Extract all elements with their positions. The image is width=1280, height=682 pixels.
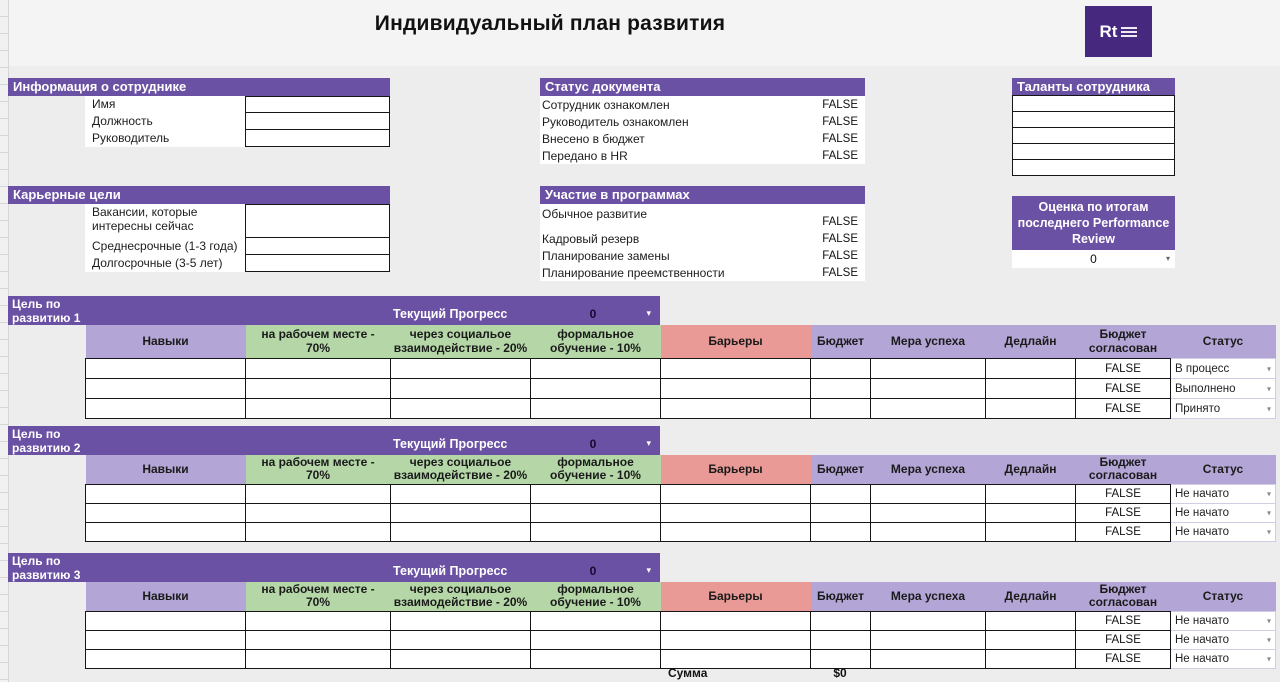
budget-approved-checkbox[interactable]: FALSE — [1076, 484, 1171, 503]
table-cell[interactable] — [391, 399, 531, 419]
goal1-header-row — [86, 325, 1276, 359]
table-cell[interactable] — [986, 503, 1076, 522]
col-header-deadline: Дедлайн — [986, 325, 1076, 359]
budget-approved-checkbox[interactable]: FALSE — [1076, 630, 1171, 649]
goal1-progress-label: Текущий Прогресс — [393, 307, 508, 321]
table-cell[interactable] — [871, 484, 986, 503]
table-cell[interactable] — [811, 522, 871, 541]
field-label: Долгосрочные (3-5 лет) — [85, 255, 245, 272]
table-cell[interactable] — [86, 399, 246, 419]
vacancies-input-cell[interactable] — [245, 204, 390, 238]
table-cell[interactable] — [246, 399, 391, 419]
status-value: Не начато — [1175, 633, 1230, 646]
table-cell[interactable] — [986, 484, 1076, 503]
col-header-success: Мера успеха — [871, 582, 986, 611]
col-header-barriers: Барьеры — [661, 582, 811, 611]
manager-input-cell[interactable] — [245, 129, 390, 147]
program-label: Планирование преемственности — [542, 265, 725, 280]
table-cell[interactable] — [246, 611, 391, 630]
form-row — [85, 238, 390, 255]
table-cell[interactable] — [661, 611, 811, 630]
table-cell[interactable] — [86, 503, 246, 522]
goal2-band — [8, 426, 660, 455]
status-value: Не начато — [1175, 506, 1230, 519]
status-dropdown[interactable] — [1171, 649, 1276, 668]
table-cell[interactable] — [811, 503, 871, 522]
longterm-input-cell[interactable] — [245, 254, 390, 272]
col-header-formal: формальное обучение - 10% — [531, 325, 661, 359]
program-checkbox-value[interactable]: FALSE — [822, 249, 858, 262]
employee-info-header: Информация о сотруднике — [8, 78, 390, 96]
status-dropdown[interactable] — [1171, 611, 1276, 630]
name-input-cell[interactable] — [245, 96, 390, 113]
status-dropdown[interactable] — [1171, 359, 1276, 379]
col-header-on-job: на рабочем месте - 70% — [246, 582, 391, 611]
table-cell[interactable] — [986, 379, 1076, 399]
dropdown-arrow-icon: ▾ — [1266, 527, 1271, 537]
table-cell[interactable] — [246, 522, 391, 541]
table-cell[interactable] — [661, 522, 811, 541]
budget-approved-checkbox[interactable]: FALSE — [1076, 522, 1171, 541]
col-header-formal: формальное обучение - 10% — [531, 582, 661, 611]
col-header-on-job: на рабочем месте - 70% — [246, 325, 391, 359]
table-cell[interactable] — [811, 484, 871, 503]
table-cell[interactable] — [391, 630, 531, 649]
table-cell[interactable] — [811, 611, 871, 630]
field-label: Среднесрочные (1-3 года) — [85, 238, 245, 255]
employee-info-panel — [8, 78, 390, 147]
table-cell[interactable] — [871, 522, 986, 541]
midterm-input-cell[interactable] — [245, 237, 390, 255]
status-dropdown[interactable] — [1171, 630, 1276, 649]
col-header-status: Статус — [1171, 582, 1276, 611]
dropdown-arrow-icon: ▾ — [1266, 364, 1271, 373]
program-row — [540, 230, 865, 247]
status-dropdown[interactable] — [1171, 503, 1276, 522]
table-cell[interactable] — [811, 359, 871, 379]
table-cell[interactable] — [986, 399, 1076, 419]
col-header-social: через социальое взаимодействие - 20% — [391, 455, 531, 484]
program-checkbox-value[interactable]: FALSE — [822, 266, 858, 279]
table-cell[interactable] — [871, 359, 986, 379]
col-header-skills: Навыки — [86, 455, 246, 484]
goal3-progress-value: 0 — [589, 564, 597, 578]
table-cell[interactable] — [86, 522, 246, 541]
table-cell[interactable] — [86, 630, 246, 649]
table-cell[interactable] — [246, 379, 391, 399]
col-header-budget: Бюджет — [811, 455, 871, 484]
budget-approved-checkbox[interactable]: FALSE — [1076, 503, 1171, 522]
dropdown-arrow-icon[interactable]: ▾ — [646, 438, 651, 448]
sum-value: $0 — [833, 666, 847, 680]
goal2-title: Цель по развитию 2 — [12, 427, 81, 456]
status-row — [540, 130, 865, 147]
programs-panel — [540, 186, 865, 281]
performance-review-value: 0 — [1090, 252, 1097, 266]
dropdown-arrow-icon: ▾ — [1266, 616, 1271, 626]
table-row — [86, 630, 1276, 649]
talent-input-cell[interactable] — [1012, 127, 1175, 144]
table-cell[interactable] — [661, 379, 811, 399]
table-cell[interactable] — [86, 649, 246, 668]
program-row — [540, 247, 865, 264]
table-cell[interactable] — [391, 522, 531, 541]
document-status-header: Статус документа — [540, 78, 865, 96]
status-row — [540, 113, 865, 130]
status-dropdown[interactable] — [1171, 379, 1276, 399]
performance-review-dropdown[interactable] — [1012, 250, 1175, 268]
status-checkbox-value[interactable]: FALSE — [822, 98, 858, 111]
form-row — [85, 255, 390, 272]
position-input-cell[interactable] — [245, 112, 390, 130]
col-header-budget: Бюджет — [811, 325, 871, 359]
program-label: Обычное развитие — [542, 207, 648, 221]
col-header-deadline: Дедлайн — [986, 455, 1076, 484]
goal1-title: Цель по развитию 1 — [12, 297, 81, 326]
budget-approved-checkbox[interactable]: FALSE — [1076, 379, 1171, 399]
table-cell[interactable] — [391, 503, 531, 522]
status-row — [540, 147, 865, 164]
dropdown-arrow-icon: ▾ — [1266, 635, 1271, 645]
table-cell[interactable] — [391, 611, 531, 630]
table-cell[interactable] — [811, 399, 871, 419]
table-cell[interactable] — [246, 503, 391, 522]
table-cell[interactable] — [871, 379, 986, 399]
status-value: Выполнено — [1175, 382, 1236, 395]
table-cell[interactable] — [86, 484, 246, 503]
field-label: Должность — [85, 113, 245, 130]
field-label: Руководитель — [85, 130, 245, 147]
goal2-table — [85, 455, 1276, 542]
goal2-progress-label: Текущий Прогресс — [393, 437, 508, 451]
field-label: Вакансии, которые интересны сейчас — [85, 204, 245, 238]
table-cell[interactable] — [246, 484, 391, 503]
form-row — [85, 130, 390, 147]
talent-input-cell[interactable] — [1012, 111, 1175, 128]
status-checkbox-value[interactable]: FALSE — [822, 132, 858, 145]
table-cell[interactable] — [871, 611, 986, 630]
goal3-band — [8, 553, 660, 582]
table-cell[interactable] — [661, 630, 811, 649]
table-cell[interactable] — [391, 649, 531, 668]
logo-tagline-lines — [1121, 27, 1137, 37]
table-cell[interactable] — [986, 630, 1076, 649]
table-cell[interactable] — [391, 379, 531, 399]
status-dropdown[interactable] — [1171, 522, 1276, 541]
status-label: Руководитель ознакомлен — [542, 114, 689, 129]
program-checkbox-value[interactable]: FALSE — [822, 216, 858, 228]
status-label: Передано в HR — [542, 148, 628, 163]
dropdown-arrow-icon: ▾ — [1266, 384, 1271, 393]
budget-approved-checkbox[interactable]: FALSE — [1076, 399, 1171, 419]
table-cell[interactable] — [86, 611, 246, 630]
table-cell[interactable] — [391, 359, 531, 379]
form-row — [85, 113, 390, 130]
career-goals-panel — [8, 186, 390, 272]
table-cell[interactable] — [871, 649, 986, 668]
table-cell[interactable] — [986, 359, 1076, 379]
col-header-skills: Навыки — [86, 325, 246, 359]
table-row — [86, 359, 1276, 379]
table-row — [86, 379, 1276, 399]
table-row — [86, 484, 1276, 503]
status-checkbox-value[interactable]: FALSE — [822, 149, 858, 162]
status-value: Не начато — [1175, 487, 1230, 500]
performance-review-header: Оценка по итогам последнего Performance Review — [1012, 196, 1175, 250]
col-header-status: Статус — [1171, 455, 1276, 484]
table-row — [86, 399, 1276, 419]
col-header-budget-approved: Бюджет согласован — [1076, 325, 1171, 359]
program-label: Кадровый резерв — [542, 231, 640, 246]
status-value: Не начато — [1175, 525, 1230, 538]
table-cell[interactable] — [531, 630, 661, 649]
col-header-success: Мера успеха — [871, 455, 986, 484]
col-header-barriers: Барьеры — [661, 455, 811, 484]
goal2-progress-value: 0 — [589, 437, 597, 451]
goal3-progress-label: Текущий Прогресс — [393, 564, 508, 578]
goal3-header-row — [86, 582, 1276, 611]
status-row — [540, 96, 865, 113]
goal3-title: Цель по развитию 3 — [12, 554, 81, 583]
col-header-formal: формальное обучение - 10% — [531, 455, 661, 484]
talent-input-cell[interactable] — [1012, 143, 1175, 160]
budget-approved-checkbox[interactable]: FALSE — [1076, 611, 1171, 630]
goal3-table — [85, 582, 1276, 669]
status-checkbox-value[interactable]: FALSE — [822, 115, 858, 128]
budget-approved-checkbox[interactable]: FALSE — [1076, 359, 1171, 379]
col-header-success: Мера успеха — [871, 325, 986, 359]
table-row — [86, 522, 1276, 541]
col-header-social: через социальое взаимодействие - 20% — [391, 325, 531, 359]
table-row — [86, 611, 1276, 630]
table-cell[interactable] — [531, 379, 661, 399]
dropdown-arrow-icon: ▾ — [1266, 404, 1271, 413]
col-header-on-job: на рабочем месте - 70% — [246, 455, 391, 484]
goal1-band — [8, 296, 660, 325]
table-cell[interactable] — [986, 611, 1076, 630]
table-cell[interactable] — [661, 399, 811, 419]
table-cell[interactable] — [531, 359, 661, 379]
program-checkbox-value[interactable]: FALSE — [822, 232, 858, 245]
table-cell[interactable] — [246, 649, 391, 668]
program-row — [540, 204, 865, 230]
table-cell[interactable] — [811, 630, 871, 649]
document-status-panel — [540, 78, 865, 164]
table-cell[interactable] — [531, 484, 661, 503]
page-title: Индивидуальный план развития — [374, 12, 726, 35]
career-goals-header: Карьерные цели — [8, 186, 390, 204]
goal1-progress-value: 0 — [589, 307, 597, 321]
table-cell[interactable] — [246, 359, 391, 379]
table-row — [86, 503, 1276, 522]
budget-approved-checkbox[interactable]: FALSE — [1076, 649, 1171, 668]
talents-panel — [1012, 78, 1175, 176]
col-header-budget-approved: Бюджет согласован — [1076, 455, 1171, 484]
table-cell[interactable] — [531, 611, 661, 630]
col-header-skills: Навыки — [86, 582, 246, 611]
table-cell[interactable] — [871, 630, 986, 649]
table-cell[interactable] — [246, 630, 391, 649]
program-label: Планирование замены — [542, 248, 670, 263]
form-row — [85, 204, 390, 238]
rt-academy-logo — [1085, 6, 1152, 57]
table-cell[interactable] — [871, 399, 986, 419]
status-value: Принято — [1175, 402, 1221, 415]
sum-label: Сумма — [668, 666, 708, 680]
col-header-barriers: Барьеры — [661, 325, 811, 359]
table-cell[interactable] — [391, 484, 531, 503]
dropdown-arrow-icon: ▾ — [1266, 508, 1271, 518]
goal2-header-row — [86, 455, 1276, 484]
table-cell[interactable] — [986, 649, 1076, 668]
table-cell[interactable] — [661, 503, 811, 522]
logo-text: Rt — [1099, 22, 1118, 41]
table-cell[interactable] — [661, 359, 811, 379]
table-cell[interactable] — [531, 503, 661, 522]
table-cell[interactable] — [661, 484, 811, 503]
form-row — [85, 96, 390, 113]
dropdown-arrow-icon: ▾ — [1165, 254, 1170, 263]
status-label: Внесено в бюджет — [542, 131, 645, 146]
table-cell[interactable] — [986, 522, 1076, 541]
col-header-budget-approved: Бюджет согласован — [1076, 582, 1171, 611]
status-dropdown[interactable] — [1171, 484, 1276, 503]
dropdown-arrow-icon: ▾ — [1266, 654, 1271, 664]
programs-header: Участие в программах — [540, 186, 865, 204]
dropdown-arrow-icon: ▾ — [1266, 489, 1271, 499]
col-header-budget: Бюджет — [811, 582, 871, 611]
table-cell[interactable] — [531, 649, 661, 668]
talents-header: Таланты сотрудника — [1012, 78, 1175, 96]
col-header-deadline: Дедлайн — [986, 582, 1076, 611]
table-cell[interactable] — [871, 503, 986, 522]
status-label: Сотрудник ознакомлен — [542, 97, 670, 112]
table-cell[interactable] — [811, 379, 871, 399]
status-dropdown[interactable] — [1171, 399, 1276, 419]
performance-review-panel — [1012, 196, 1175, 268]
talent-input-cell[interactable] — [1012, 159, 1175, 176]
table-cell[interactable] — [86, 379, 246, 399]
status-value: В процесс — [1175, 362, 1230, 375]
table-cell[interactable] — [531, 399, 661, 419]
col-header-social: через социальое взаимодействие - 20% — [391, 582, 531, 611]
dropdown-arrow-icon[interactable]: ▾ — [646, 565, 651, 575]
table-cell[interactable] — [531, 522, 661, 541]
goal1-table — [85, 325, 1276, 419]
col-header-status: Статус — [1171, 325, 1276, 359]
program-row — [540, 264, 865, 281]
dropdown-arrow-icon[interactable]: ▾ — [646, 308, 651, 318]
status-value: Не начато — [1175, 614, 1230, 627]
status-value: Не начато — [1175, 652, 1230, 665]
field-label: Имя — [85, 96, 245, 113]
talent-input-cell[interactable] — [1012, 95, 1175, 112]
table-cell[interactable] — [86, 359, 246, 379]
